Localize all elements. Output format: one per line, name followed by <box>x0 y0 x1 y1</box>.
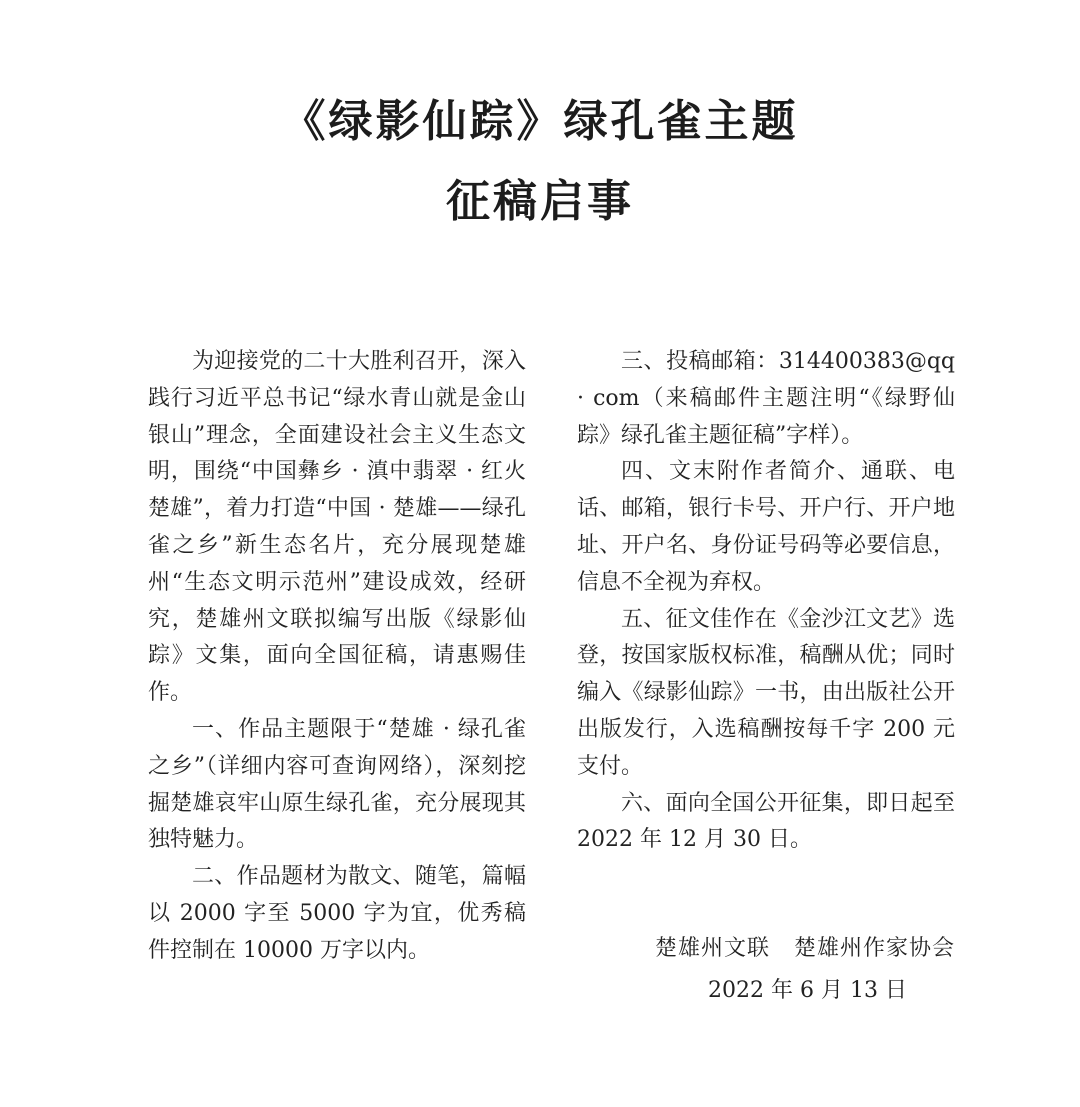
left-column <box>148 344 526 970</box>
paragraph-item-1: 一、作品主题限于“楚雄 · 绿孔雀之乡”（详细内容可查询网络），深刻挖掘楚雄哀牢山原生绿孔雀，充分展现其独特魅力。 <box>148 716 526 853</box>
paragraph-item-4: 四、文末附作者简介、通联、电话、邮箱，银行卡号、开户行、开户地址、开户名、身份证号码等必要信息，信息不全视为弃权。 <box>577 459 955 595</box>
paragraph-item-6: 六、面向全国公开征集，即日起至 2022 年 12 月 30 日。 <box>577 790 955 853</box>
paragraph-item-3: 三、投稿邮箱：314400383@qq · com（来稿邮件主题注明“《绿野仙踪》绿孔雀主题征稿”字样）。 <box>577 349 955 448</box>
signature-orgs: 楚雄州文联 楚雄州作家协会 <box>655 936 955 961</box>
title-line-1: 《绿影仙踪》绿孔雀主题 <box>281 96 799 147</box>
paragraph-intro: 为迎接党的二十大胜利召开，深入践行习近平总书记“绿水青山就是金山银山”理念，全面建设社会主义生态文明，围绕“中国彝乡 · 滇中翡翠 · 红火楚雄”，着力打造“中国 · 楚雄——绿孔雀之乡”新生态名片，充分展现楚雄州“生态文明示范州”建设成效，经研究，楚雄州文联拟编写出版《绿影仙踪》文集，面向全国征稿，请惠赐佳作。 <box>148 349 526 706</box>
signature-date: 2022 年 6 月 13 日 <box>708 978 907 1003</box>
title-line-2: 征稿启事 <box>446 176 634 227</box>
paragraph-item-2: 二、作品题材为散文、随笔，篇幅以 2000 字至 5000 字为宜，优秀稿件控制在 10000 万字以内。 <box>148 864 526 963</box>
paragraph-item-5: 五、征文佳作在《金沙江文艺》选登，按国家版权标准，稿酬从优；同时编入《绿影仙踪》一书，由出版社公开出版发行，入选稿酬按每千字 200 元支付。 <box>577 606 955 779</box>
right-column <box>577 344 955 859</box>
